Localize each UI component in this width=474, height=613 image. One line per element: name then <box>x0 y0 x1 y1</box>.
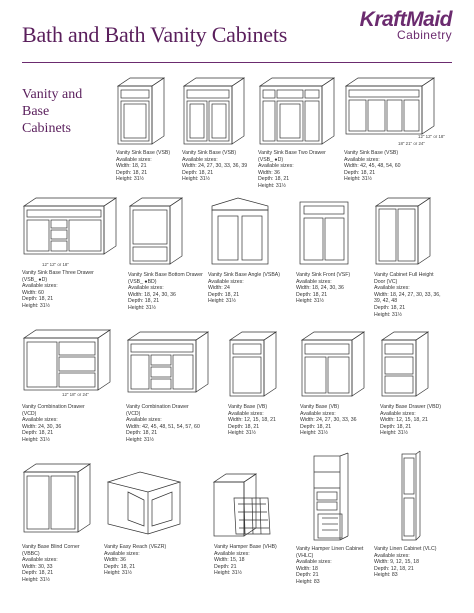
section-line-2: Base <box>22 104 50 119</box>
spec-line: Vanity Easy Reach (VEZR) <box>104 544 167 550</box>
spec-line: Vanity Sink Base Angle (VSBA) <box>208 272 280 278</box>
dimension-label-4: 12" 18" or 24" <box>62 392 89 397</box>
spec-line: Available sizes: <box>214 550 250 557</box>
cabinet-drawing-vlc <box>400 450 424 542</box>
spec-line: Width: 36 <box>104 557 126 564</box>
spec-line: (VCD) <box>126 410 141 417</box>
spec-line: Width: 36 <box>258 169 280 176</box>
cabinet-drawing-vb-large <box>300 330 366 400</box>
spec-line: Available sizes: <box>374 285 410 292</box>
dimension-label-1: 12" 12" or 18" <box>418 134 445 139</box>
spec-line: (VBBC) <box>22 550 40 557</box>
spec-line: Height: 31½ <box>22 576 50 583</box>
spec-line: Vanity Sink Base Two Drawer <box>258 150 326 156</box>
spec-line: Vanity Base (VB) <box>300 404 340 410</box>
spec-line: Depth: 18, 21 <box>22 570 54 577</box>
spec-line: 39, 42, 48 <box>374 298 398 305</box>
cabinet-spec-vezr <box>104 544 214 577</box>
spec-line: (VSB_ ●D) <box>22 276 48 283</box>
spec-line: Height: 31½ <box>208 298 236 305</box>
spec-line: Height: 31½ <box>126 436 154 443</box>
spec-line: Width: 9, 12, 15, 18 <box>374 559 419 566</box>
spec-line: (VCD) <box>22 410 37 417</box>
spec-line: Depth: 18, 21 <box>22 430 54 437</box>
spec-line: Vanity Base Blind Corner <box>22 544 80 550</box>
spec-line: Vanity Hamper Linen Cabinet <box>296 546 364 552</box>
spec-line: Depth: 18, 21 <box>228 423 260 430</box>
dimension-label-3: 12" 12" or 18" <box>42 262 69 267</box>
spec-line: Width: 24 <box>208 285 230 292</box>
brand-subtitle: Cabinetry <box>397 28 452 42</box>
spec-line: Height: 31½ <box>380 430 408 437</box>
spec-line: Available sizes: <box>104 550 140 557</box>
spec-line: Door (VC) <box>374 278 398 285</box>
cabinet-drawing-vcd-large <box>126 330 210 396</box>
spec-line: Height: 31½ <box>344 176 372 183</box>
spec-line: Height: 31½ <box>22 436 50 443</box>
cabinet-drawing-vsb-small <box>116 76 166 148</box>
spec-line: Width: 18, 24, 30, 36 <box>296 285 344 292</box>
spec-line: Vanity Sink Base (VSB) <box>182 150 237 156</box>
spec-line: Available sizes: <box>182 156 218 163</box>
cabinet-drawing-vsb-bottom-drawer <box>128 196 184 268</box>
section-line-3: Cabinets <box>22 121 71 136</box>
spec-line: Vanity Sink Front (VSF) <box>296 272 351 278</box>
spec-line: Height: 31½ <box>300 430 328 437</box>
spec-line: Width: 60 <box>22 289 44 296</box>
spec-line: Available sizes: <box>126 417 162 424</box>
spec-line: Width: 12, 15, 18, 21 <box>228 417 276 424</box>
spec-line: Height: 31½ <box>128 304 156 311</box>
spec-line: (VSB_ ●D) <box>258 156 284 163</box>
spec-line: Width: 42, 45, 48, 54, 60 <box>344 163 401 170</box>
spec-line: Vanity Base (VB) <box>228 404 268 410</box>
spec-line: Width: 42, 45, 48, 51, 54, 57, 60 <box>126 423 200 430</box>
cabinet-spec-vcd-small <box>22 404 132 444</box>
cabinet-spec-vbd <box>380 404 474 437</box>
spec-line: Height: 31½ <box>374 311 402 318</box>
spec-line: Width: 12, 15, 18, 21 <box>380 417 428 424</box>
spec-line: Available sizes: <box>116 156 152 163</box>
spec-line: Width: 18, 24, 27, 30, 33, 36, <box>374 291 441 298</box>
cabinet-drawing-vezr <box>104 468 184 538</box>
spec-line: Depth: 12, 18, 21 <box>374 565 414 572</box>
cabinet-spec-vlc <box>374 546 474 579</box>
cabinet-drawing-vsf <box>296 196 352 268</box>
spec-line: Vanity Sink Base Three Drawer <box>22 270 94 276</box>
spec-line: Width: 24, 30, 36 <box>22 423 62 430</box>
spec-line: Depth: 18, 21 <box>344 169 376 176</box>
spec-line: Depth: 18, 21 <box>116 169 148 176</box>
cabinet-drawing-vhb <box>212 470 274 540</box>
spec-line: Depth: 18, 21 <box>296 291 328 298</box>
spec-line: Available sizes: <box>22 417 58 424</box>
spec-line: Width: 18 <box>296 565 318 572</box>
spec-line: Available sizes: <box>22 283 58 290</box>
spec-line: Depth: 21 <box>296 572 319 579</box>
spec-line: Width: 24, 27, 30, 33, 36, 39 <box>182 163 248 170</box>
spec-line: Available sizes: <box>296 559 332 566</box>
cabinet-drawing-vbbc <box>22 462 92 536</box>
spec-line: Vanity Combination Drawer <box>126 404 189 410</box>
brand-name: KraftMaid <box>359 8 452 31</box>
page-title: Bath and Bath Vanity Cabinets <box>22 22 288 47</box>
spec-line: Width: 24, 27, 30, 33, 36 <box>300 417 357 424</box>
spec-line: Height: 31½ <box>22 302 50 309</box>
cabinet-drawing-vhlc <box>310 452 354 544</box>
spec-line: Vanity Combination Drawer <box>22 404 85 410</box>
spec-line: Depth: 18, 21 <box>208 291 240 298</box>
spec-line: Vanity Base Drawer (VBD) <box>380 404 442 410</box>
spec-line: Width: 30, 33 <box>22 563 53 570</box>
cabinet-drawing-vcd-small <box>22 328 112 394</box>
spec-line: Height: 31½ <box>182 176 210 183</box>
cabinet-drawing-vsb-large <box>344 76 436 138</box>
spec-line: (VHLC) <box>296 552 314 559</box>
brand-logo <box>322 8 452 42</box>
spec-line: Width: 18, 24, 30, 36 <box>128 291 176 298</box>
cabinet-drawing-vsb-three-drawer <box>22 196 118 258</box>
spec-line: Available sizes: <box>228 410 264 417</box>
cabinet-drawing-vsb-medium <box>182 76 246 148</box>
spec-line: Available sizes: <box>258 163 294 170</box>
spec-line: Height: 31½ <box>104 570 132 577</box>
spec-line: Vanity Cabinet Full Height <box>374 272 434 278</box>
section-heading <box>22 86 112 137</box>
spec-line: Height: 31½ <box>214 570 242 577</box>
spec-line: Vanity Sink Base (VSB) <box>344 150 399 156</box>
spec-line: Available sizes: <box>128 285 164 292</box>
spec-line: Available sizes: <box>208 278 244 285</box>
spec-line: Width: 15, 18 <box>214 557 245 564</box>
cabinet-drawing-vbd <box>380 330 430 400</box>
spec-line: Depth: 18, 21 <box>374 304 406 311</box>
spec-line: Vanity Sink Base (VSB) <box>116 150 171 156</box>
cabinet-drawing-vsb-two-drawer <box>258 76 336 148</box>
spec-line: Height: 31½ <box>296 298 324 305</box>
spec-line: Vanity Sink Base Bottom Drawer <box>128 272 203 278</box>
spec-line: Depth: 18, 21 <box>182 169 214 176</box>
cabinet-drawing-vb-small <box>228 330 278 400</box>
cabinet-drawing-vsba <box>208 196 272 268</box>
cabinet-spec-vcd-large <box>126 404 236 444</box>
spec-line: Height: 31½ <box>116 176 144 183</box>
spec-line: Available sizes: <box>344 156 380 163</box>
spec-line: Depth: 18, 21 <box>258 176 290 183</box>
dimension-label-2: 18" 21" or 24" <box>398 141 425 146</box>
spec-line: Width: 18, 21 <box>116 163 147 170</box>
spec-line: Available sizes: <box>296 278 332 285</box>
spec-line: Height: 31½ <box>228 430 256 437</box>
spec-line: Depth: 18, 21 <box>300 423 332 430</box>
header-divider <box>22 62 452 63</box>
spec-line: Vanity Linen Cabinet (VLC) <box>374 546 437 552</box>
spec-line: Depth: 18, 21 <box>104 563 136 570</box>
spec-line: Vanity Hamper Base (VHB) <box>214 544 277 550</box>
spec-line: Available sizes: <box>380 410 416 417</box>
spec-line: Depth: 18, 21 <box>380 423 412 430</box>
spec-line: Height: 31½ <box>258 182 286 189</box>
spec-line: Available sizes: <box>300 410 336 417</box>
spec-line: Available sizes: <box>374 552 410 559</box>
spec-line: Available sizes: <box>22 557 58 564</box>
cabinet-spec-vc <box>374 272 474 318</box>
spec-line: Depth: 21 <box>214 563 237 570</box>
spec-line: Height: 83 <box>296 578 320 585</box>
spec-line: Depth: 18, 21 <box>128 298 160 305</box>
spec-line: Depth: 18, 21 <box>22 296 54 303</box>
section-line-1: Vanity and <box>22 87 83 102</box>
spec-line: (VSB_ ●BD) <box>128 278 157 285</box>
spec-line: Depth: 18, 21 <box>126 430 158 437</box>
spec-line: Height: 83 <box>374 572 398 579</box>
cabinet-spec-vsb-large <box>344 150 454 183</box>
cabinet-drawing-vc <box>374 196 432 268</box>
cabinet-spec-vsb-three-drawer <box>22 270 132 310</box>
